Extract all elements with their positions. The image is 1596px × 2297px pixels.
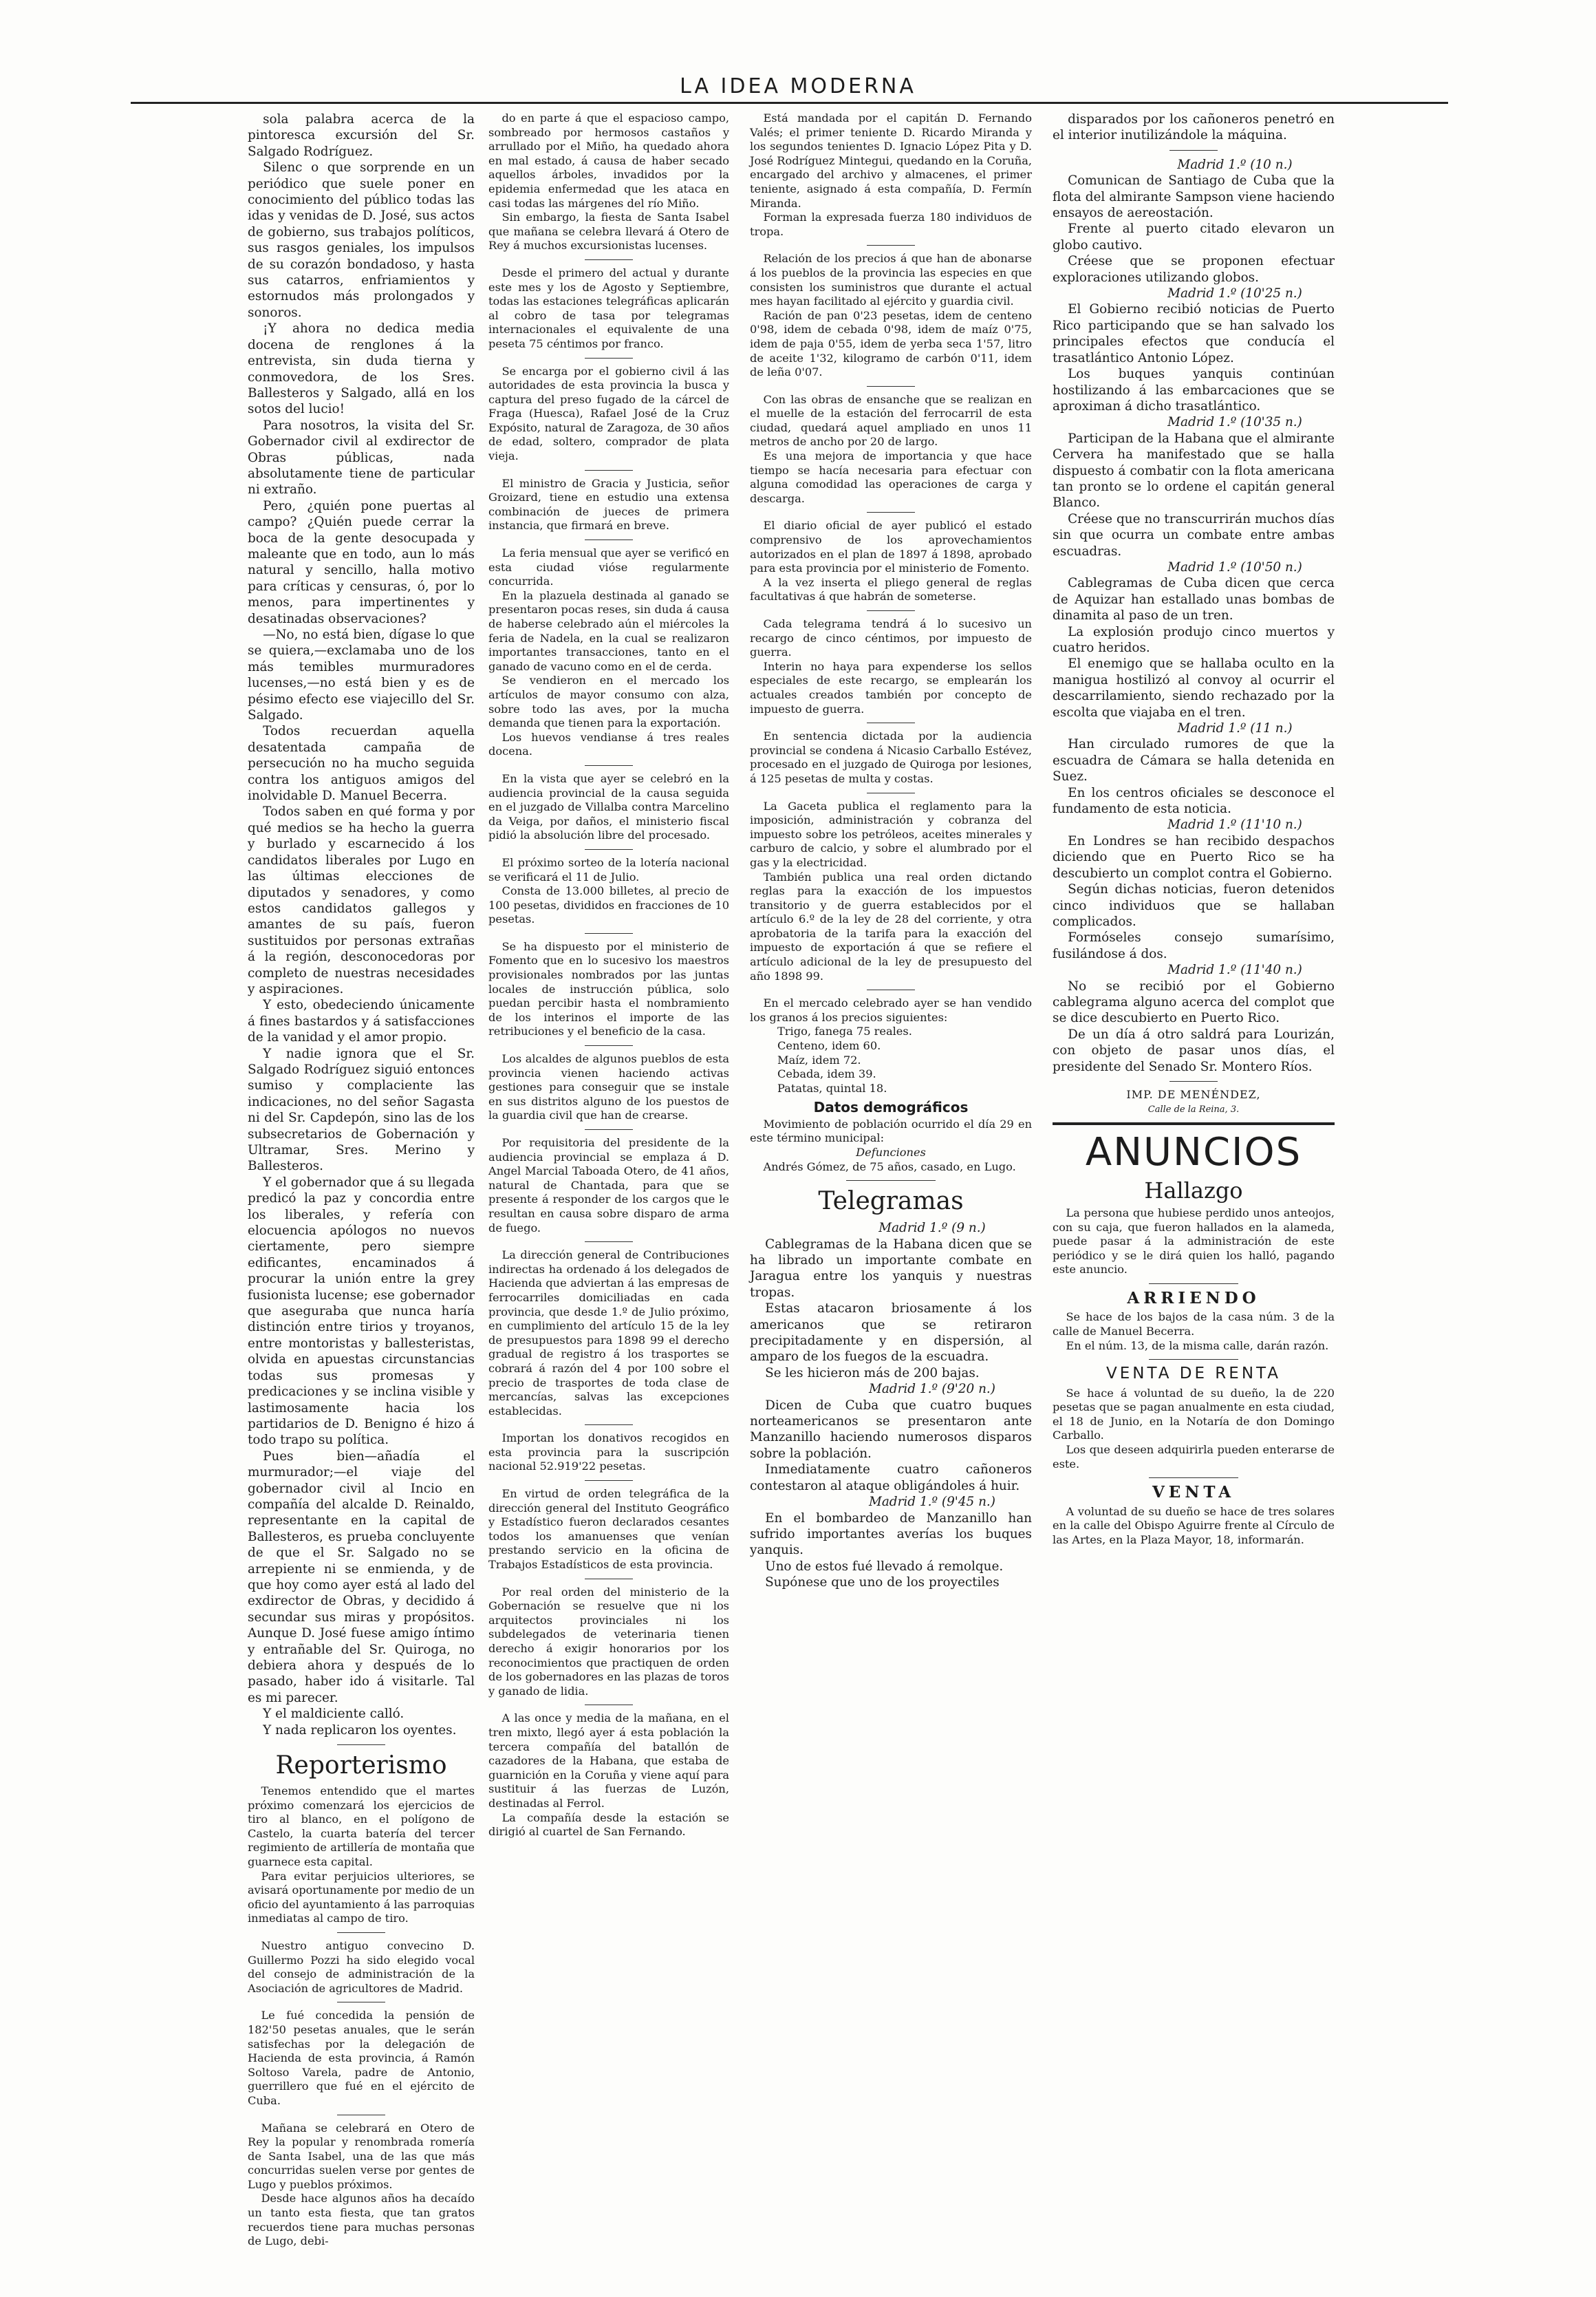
printer-imprint: IMP. DE MENÉNDEZ, [1126,1087,1261,1101]
news-item: En la plazuela destinada al ganado se presentaron pocas reses, sin duda á causa de haberse celebrado aún el miércoles la feria de Nadela, en la cual se realizaron importantes transacciones, tanto en el ganado de vacuno como en el de cerda. [488,588,729,673]
paragraph: Créese que se proponen efectuar exploraciones utilizando globos. [1053,254,1335,285]
column-3 [750,111,1032,1859]
ad-title-arriendo: ARRIENDO [1127,1288,1260,1307]
news-item: Cada telegrama tendrá á lo sucesivo un recargo de cinco céntimos, por impuesto de guerra. [750,617,1032,659]
section-title-anuncios: ANUNCIOS [1053,1122,1335,1173]
paragraph: disparados por los cañoneros penetró en el interior inutilizándole la máquina. [1053,112,1335,143]
ad-title-hallazgo: Hallazgo [1144,1177,1243,1204]
news-item: Por real orden del ministerio de la Gobernación se resuelve que ni los arquitectos provinciales ni los subdelegados de veterinaria tienen derecho á exigir honorarios por los reconocimientos que practiquen de orden de los gobernadores en las plazas de toros y ganado de lidia. [488,1585,729,1698]
news-item: Importan los donativos recogidos en esta provincia para la suscripción nacional 52.919'22 pesetas. [488,1431,729,1473]
header-rule [131,102,1448,104]
dateline: Madrid 1.º (9'45 n.) [869,1495,995,1510]
divider [337,1932,385,1933]
divider [585,765,633,766]
news-item: Ración de pan 0'23 pesetas, idem de centeno 0'98, idem de cebada 0'98, idem de maíz 0'75, idem de paja 0'55, idem de yerba seca 1'57, litro de aceite 1'32, kilogramo de carbón 0'11, idem de leña 0'07. [750,308,1032,379]
divider [585,259,633,260]
news-item: Mañana se celebrará en Otero de Rey la popular y renombrada romería de Santa Isabel, una de las que más concurridas suelen verse por gentes de Lugo y pueblos próximos. [248,2121,475,2191]
news-item: Consta de 13.000 billetes, al precio de 100 pesetas, divididos en fracciones de 10 pesetas. [488,884,729,926]
paragraph: Y el maldiciente calló. [263,1707,405,1722]
dateline: Madrid 1.º (10'35 n.) [1167,415,1302,430]
ad-text: La persona que hubiese perdido unos anteojos, con su caja, que fueron hallados en la alameda, puede pasar á la administración de este periódico y se le dirá quien los halló, pagando este anuncio. [1053,1206,1335,1276]
paragraph: Y el gobernador que á su llegada predicó la paz y concordia entre los liberales, y refería con elocuencia apólogos no nuevos ciertamente, pero siempre edificantes, encaminados á procurar la unión entre la grey fusionista lucense; ese gobernador que aseguraba que nunca haría distinción entre tirios y troyanos, entre montoristas y ballesteristas, olvida en apuestas circunstancias todas sus promesas y predicaciones y se inclina visible y lastimosamente hacia los partidarios de D. Benigno é hizo á todo trapo su política. [248,1175,475,1448]
news-item: En virtud de orden telegráfica de la dirección general del Instituto Geográfico y Estadístico fueron declarados cesantes todos los amanuenses que venían prestando servicio en la oficina de Trabajos Estadísticos de esta provincia. [488,1487,729,1572]
paragraph: Y nadie ignora que el Sr. Salgado Rodríguez siguió entonces sumiso y complaciente las indicaciones, no del señor Sagasta ni del Sr. Capdepón, sino las de los subsecretarios de Gobernación y Ultramar, Sres. Merino y Ballesteros. [248,1046,475,1174]
dateline: Madrid 1.º (11'10 n.) [1167,818,1302,833]
news-item: Con las obras de ensanche que se realizan en el muelle de la estación del ferrocarril de esta ciudad, quedará aquel ampliado en unos 11 metros de ancho por 20 de largo. [750,392,1032,449]
divider [1149,1359,1238,1360]
news-item: Se vendieron en el mercado los artículos de mayor consumo con alza, sobre todo las aves, por la mucha demanda que tienen para la exportación. [488,674,729,730]
column-1 [248,111,475,2248]
divider [867,610,915,611]
news-item: Tenemos entendido que el martes próximo comenzará los ejercicios de tiro al blanco, en el polígono de Castelo, la cuarta batería del tercer regimiento de artillería de montaña que guarnece esta capital. [248,1784,475,1868]
divider [585,470,633,471]
paragraph: Todos recuerdan aquella desatentada campaña de persecución no ha mucho seguida contra los antiguos amigos del inolvidable D. Manuel Becerra. [248,724,475,804]
paragraph: Han circulado rumores de que la escuadra de Cámara se halla detenida en Suez. [1053,737,1335,784]
news-item: Movimiento de población ocurrido el día 29 en este término municipal: [750,1117,1032,1145]
paragraph: Inmediatamente cuatro cañoneros contestaron al ataque obligándoles á huir. [750,1462,1032,1493]
news-item: Los alcaldes de algunos pueblos de esta provincia vienen haciendo activas gestiones para conseguir que se instale en sus distritos alguno de los puestos de la guardia civil que han de crearse. [488,1052,729,1122]
news-item: do en parte á que el espacioso campo, sombreado por hermosos castaños y arrullado por el Miño, ha quedado ahora en mal estado, á causa de haber secado aquellos árboles, invadidos por la epidemia enfermedad que les ataca en casi todas las márgenes del río Miño. [488,111,729,210]
news-item: Se encarga por el gobierno civil á las autoridades de esta provincia la busca y captura del preso fugado de la cárcel de Fraga (Huesca), Rafael José de la Cruz Expósito, natural de Zaragoza, de 30 años de edad, soltero, comprador de plata vieja. [488,364,729,463]
news-item: También publica una real orden dictando reglas para la exacción de los impuestos transitorio y de guerra establecidos por el artículo 6.º de la ley de 28 del corriente, y otra aprobatoria de la tarifa para la exacción del impuesto de exportación á que se refiere el artículo adicional de la ley de presupuesto del año 1898 99. [750,870,1032,983]
price-item: Centeno, idem 60. [777,1039,881,1053]
divider [867,386,915,387]
divider [585,1241,633,1242]
news-item: Andrés Gómez, de 75 años, casado, en Lugo. [763,1160,1016,1173]
price-item: Patatas, quintal 18. [777,1081,887,1095]
paragraph: En el bombardeo de Manzanillo han sufrido importantes averías los buques yanquis. [750,1510,1032,1558]
ad-title-venta: VENTA [1152,1483,1236,1502]
paragraph: En los centros oficiales se desconoce el fundamento de esta noticia. [1053,785,1335,817]
news-item: La feria mensual que ayer se verificó en esta ciudad vióse regularmente concurrida. [488,546,729,588]
paragraph: La explosión produjo cinco muertos y cuatro heridos. [1053,624,1335,655]
ad-text: Se hace á voluntad de su dueño, la de 220 pesetas que se pagan anualmente en esta ciudad, el 18 de Junio, en la Notaría de don Domingo Carballo. [1053,1386,1335,1442]
paragraph: Cablegramas de Cuba dicen que cerca de Aquizar han estallado unas bombas de dinamita al paso de un tren. [1053,576,1335,623]
paragraph: Cablegramas de la Habana dicen que se ha librado un importante combate en Jaragua entre los yanquis y nuestras tropas. [750,1237,1032,1300]
news-item: Por requisitoria del presidente de la audiencia provincial se emplaza á D. Angel Marcial Taboada Otero, de 41 años, natural de Chantada, para que se presente á responder de los cargos que le resultan en causa sobre disparo de arma de fuego. [488,1136,729,1235]
paragraph: De un día á otro saldrá para Lourizán, con objeto de pasar unos días, el presidente del Senado Sr. Montero Ríos. [1053,1027,1335,1074]
paragraph: —No, no está bien, dígase lo que se quiera,—exclamaba uno de los más temibles murmuradores lucenses,—no está bien y es de pésimo efecto ese viajecillo del Sr. Salgado. [248,628,475,723]
news-item: Está mandada por el capitán D. Fernando Valés; el primer teniente D. Ricardo Miranda y los segundos tenientes D. Ignacio López Pita y D. José Rodríguez Mintegui, quedando en la Coruña, encargado del archivo y almacenes, el primer teniente, asignado á esta compañía, D. Fermín Miranda. [750,111,1032,210]
news-item: Es una mejora de importancia y que hace tiempo se hacía necesaria para efectuar con alguna comodidad las operaciones de carga y descarga. [750,449,1032,505]
dateline: Madrid 1.º (10 n.) [1177,157,1293,172]
paragraph: En Londres se han recibido despachos diciendo que en Puerto Rico se ha descubierto un complot contra el Gobierno. [1053,833,1335,881]
paragraph: Silenc o que sorprende en un periódico que suele poner en conocimiento del público todas las idas y venidas de D. José, sus actos de gobierno, sus trabajos políticos, sus rasgos geniales, los impulsos de su corazón bondadoso, y hasta sus catarros, enfriamientos y estornudos más prolongados y sonoros. [248,160,475,320]
ad-title-venta-de-renta: VENTA DE RENTA [1106,1365,1282,1383]
news-item: Desde hace algunos años ha decaído un tanto esta fiesta, que tan gratos recuerdos tiene para muchas personas de Lugo, debi- [248,2192,475,2248]
paragraph: Y esto, obedeciendo únicamente á fines bastardos y á satisfacciones de la vanidad y el amor propio. [248,998,475,1045]
news-item: Sin embargo, la fiesta de Santa Isabel que mañana se celebra llevará á Otero de Rey á muchos excursionistas lucenses. [488,211,729,253]
news-item: El ministro de Gracia y Justicia, señor Groizard, tiene en estudio una extensa combinación de jueces de primera instancia, que firmará en breve. [488,476,729,533]
news-item: En sentencia dictada por la audiencia provincial se condena á Nicasio Carballo Estévez, procesado en el juzgado de Quiroga por lesiones, á 125 pesetas de multa y costas. [750,729,1032,785]
divider [585,1045,633,1046]
paragraph: sola palabra acerca de la pintoresca excursión del Sr. Salgado Rodríguez. [248,112,475,159]
news-item: Le fué concedida la pensión de 182'50 pesetas anuales, que le serán satisfechas por la delegación de Hacienda de esta provincia, á Ramón Soltoso Varela, padre de Antonio, guerrillero que fué en el ejército de Cuba. [248,2009,475,2107]
divider [585,1480,633,1481]
divider [585,539,633,540]
divider [585,933,633,934]
divider [867,512,915,513]
paragraph: Todos saben en qué forma y por qué medios se ha hecho la guerra y burlado y escarnecido á los candidatos liberales por Lugo en las últimas elecciones de diputados y senadores, y como estos candidatos gallegos y amantes de su país, fueron sustituidos por personas extrañas á la región, desconocedoras por completo de nuestras necesidades y aspiraciones. [248,804,475,996]
dateline: Madrid 1.º (11'40 n.) [1167,963,1302,978]
section-title-reporterismo: Reporterismo [275,1751,447,1780]
ad-text: En el núm. 13, de la misma calle, darán razón. [1066,1338,1329,1352]
divider [585,358,633,359]
divider [1149,1283,1238,1284]
dateline: Madrid 1.º (10'50 n.) [1167,559,1302,575]
ad-text: Los que deseen adquirirla pueden enterarse de este. [1053,1442,1335,1471]
news-item: Los huevos vendianse á tres reales docena. [488,730,729,758]
divider [585,1129,633,1130]
price-item: Maíz, idem 72. [777,1053,861,1067]
divider [867,245,915,246]
divider [1149,1477,1238,1478]
news-item: Interin no haya para expenderse los sellos especiales de este recargo, se emplearán los actuales creados también por concepto de impuesto de guerra. [750,659,1032,716]
paragraph: Y nada replicaron los oyentes. [263,1722,457,1738]
paragraph: Para nosotros, la visita del Sr. Gobernador civil al exdirector de Obras públicas, nada absolutamente tiene de particular ni extraño. [248,418,475,498]
divider [585,849,633,850]
paragraph: Estas atacaron briosamente á los americanos que se retiraron precipitadamente y en dispersión, al amparo de los fuegos de la escuadra. [750,1301,1032,1365]
news-item: El diario oficial de ayer publicó el estado comprensivo de los aprovechamientos autorizados en el plan de 1897 á 1898, aprobado para esta provincia por el ministerio de Fomento. [750,519,1032,575]
news-item: Se ha dispuesto por el ministerio de Fomento que en lo sucesivo los maestros provisionales nombrados por las juntas locales de instrucción pública, solo puedan percibir hasta el nombramiento de los interinos el importe de las retribuciones y el beneficio de la casa. [488,939,729,1038]
section-title-telegramas: Telegramas [818,1187,964,1216]
paragraph: Comunican de Santiago de Cuba que la flota del almirante Sampson viene haciendo ensayos de aereostación. [1053,173,1335,221]
dateline: Madrid 1.º (11 n.) [1177,721,1293,736]
printer-address: Calle de la Reina, 3. [1147,1104,1240,1115]
paragraph: Frente al puerto citado elevaron un globo cautivo. [1053,222,1335,253]
paragraph: Uno de estos fué llevado á remolque. [765,1559,1004,1574]
news-item: La compañía desde la estación se dirigió al cuartel de San Fernando. [488,1810,729,1839]
news-item: La dirección general de Contribuciones indirectas ha ordenado á los delegados de Hacienda que adviertan á las empresas de ferrocarriles domiciliadas en cada provincia, que desde 1.º de Julio próximo, en cumplimiento del artículo 15 de la ley de presupuestos para 1898 99 el derecho gradual de registro á los trasportes se cobrará á razón del 4 por 100 sobre el precio de trasportes de toda clase de mercancías, salvas las excepciones establecidas. [488,1248,729,1418]
paragraph: El enemigo que se hallaba oculto en la manigua hostilizó al convoy al ocurrir el descarrilamiento, siendo rechazado por la escolta que viajaba en el tren. [1053,656,1335,720]
column-4 [1053,111,1335,1859]
paragraph: No se recibió por el Gobierno cablegrama alguno acerca del complot que se dice descubierto en Puerto Rico. [1053,979,1335,1026]
paragraph: Créese que no transcurrirán muchos días sin que ocurra un combate entre ambas escuadras. [1053,511,1335,559]
paragraph: Se les hicieron más de 200 bajas. [765,1365,980,1380]
ad-text: Se hace de los bajos de la casa núm. 3 de la calle de Manuel Becerra. [1053,1310,1335,1338]
price-item: Cebada, idem 39. [777,1067,876,1081]
divider [585,1424,633,1425]
price-item: Trigo, fanega 75 reales. [777,1025,912,1038]
paragraph: Los buques yanquis continúan hostilizando á las embarcaciones que se aproximan á dicho trasatlántico. [1053,367,1335,414]
paragraph: Supónese que uno de los proyectiles [765,1575,1000,1590]
paragraph: ¡Y ahora no dedica media docena de renglones á la entrevista, sin duda tierna y conmovedora, de los Sres. Ballesteros y Salgado, allá en los sotos del lucio! [248,321,475,417]
paragraph: Pues bien—añadía el murmurador;—el viaje del gobernador civil al Incio en compañía del alcalde D. Reinaldo, representante en la capital de Ballesteros, es prueba concluyente de que el Sr. Salgado no se arrepiente ni se enmienda, y de que hoy como ayer está al lado del exdirector de Obras, y decidido á secundar sus miras y propósitos. Aunque D. José fuese amigo íntimo y entrañable del Sr. Quiroga, no debiera ahora y después de lo pasado, haber ido á visitarle. Tal es mi parecer. [248,1449,475,1705]
section-title-demograficos: Datos demográficos [813,1099,969,1116]
subheading-defunciones: Defunciones [856,1146,926,1159]
news-item: A la vez inserta el pliego general de reglas facultativas á que habrán de someterse. [750,575,1032,603]
news-item: Relación de los precios á que han de abonarse á los pueblos de la provincia las especies en que consisten los suministros que durante el actual mes hayan facilitado al ejército y guardia civil. [750,252,1032,308]
paragraph: Formóseles consejo sumarísimo, fusilándose á dos. [1053,930,1335,961]
paragraph: El Gobierno recibió noticias de Puerto Rico participando que se han salvado los principales efectos que conducía el trasatlántico Antonio López. [1053,302,1335,365]
paragraph: Dicen de Cuba que cuatro buques norteamericanos se presentaron ante Manzanillo haciendo numerosos disparos sobre la población. [750,1398,1032,1461]
news-item: El próximo sorteo de la lotería nacional se verificará el 11 de Julio. [488,855,729,884]
paragraph: Pero, ¿quién pone puertas al campo? ¿Quién puede cerrar la boca de la gente desocupada y maleante que en todo, aun lo más natural y sencillo, halla motivo para críticas y censuras, ó, por lo menos, para impertinentes y desatinadas observaciones? [248,498,475,626]
news-item: Desde el primero del actual y durante este mes y los de Agosto y Septiembre, todas las estaciones telegráficas aplicarán al cobro de tasa por telegramas internacionales el equivalente de una peseta 75 céntimos por franco. [488,266,729,350]
news-item: La Gaceta publica el reglamento para la imposición, administración y cobranza del impuesto sobre los petróleos, aceites minerales y carburo de calcio, y sobre el alumbrado por el gas y la electricidad. [750,799,1032,869]
dateline: Madrid 1.º (9 n.) [878,1221,986,1236]
ad-text: A voluntad de su dueño se hace de tres solares en la calle del Obispo Aguirre frente al Círculo de las Artes, en la Plaza Mayor, 18, informarán. [1053,1504,1335,1546]
news-item: Para evitar perjuicios ulteriores, se avisará oportunamente por medio de un oficio del ayuntamiento á las parroquias inmediatas al campo de tiro. [248,1869,475,1925]
divider [337,1744,385,1745]
divider [1169,1081,1218,1082]
dateline: Madrid 1.º (9'20 n.) [869,1382,995,1397]
news-item: En el mercado celebrado ayer se han vendido los granos á los precios siguientes: [750,996,1032,1024]
news-item: En la vista que ayer se celebró en la audiencia provincial de la causa seguida en el juzgado de Villalba contra Marcelino da Veiga, por daños, el ministerio fiscal pidió la absolución libre del procesado. [488,771,729,842]
news-item: A las once y media de la mañana, en el tren mixto, llegó ayer á esta población la tercera compañía del batallón de cazadores de la Habana, que estaba de guarnición en la Coruña y viene aquí para sustituir á las fuerzas de Luzón, destinadas al Ferrol. [488,1711,729,1810]
divider [846,1180,936,1181]
divider [1169,150,1218,151]
masthead-title: LA IDEA MODERNA [680,74,916,98]
news-item: Nuestro antiguo convecino D. Guillermo Pozzi ha sido elegido vocal del consejo de administración de la Asociación de agricultores de Madrid. [248,1938,475,1995]
dateline: Madrid 1.º (10'25 n.) [1167,286,1302,301]
paragraph: Según dichas noticias, fueron detenidos cinco individuos que se hallaban complicados. [1053,882,1335,929]
news-item: Forman la expresada fuerza 180 individuos de tropa. [750,211,1032,238]
paragraph: Participan de la Habana que el almirante Cervera ha manifestado que se halla dispuesto á combatir con la flota americana tan pronto se lo ordene el capitán general Blanco. [1053,431,1335,511]
column-2 [488,111,729,1859]
